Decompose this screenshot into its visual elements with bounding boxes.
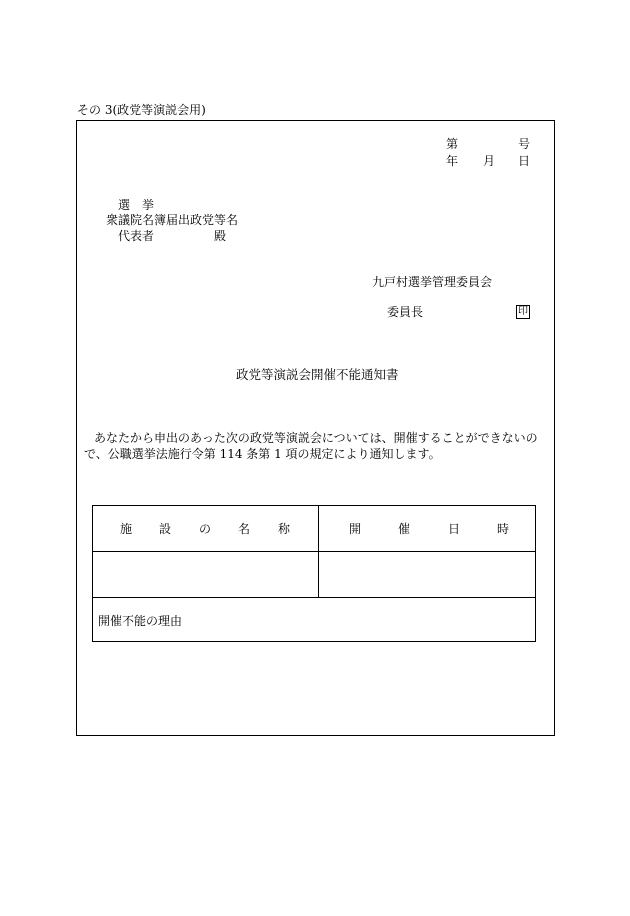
header-facility-char: 名: [238, 522, 251, 536]
date-year: 年: [446, 154, 459, 168]
header-facility-char: 称: [278, 522, 291, 536]
row-divider-1: [93, 551, 535, 552]
header-facility-char: の: [199, 522, 212, 536]
document-title: 政党等演説会開催不能通知書: [236, 367, 399, 382]
row-divider-2: [93, 597, 535, 598]
recipient-representative: 代表者: [118, 229, 155, 243]
header-datetime-char: 時: [497, 522, 510, 536]
header-datetime-char: 催: [398, 522, 411, 536]
number-dai: 第: [446, 137, 459, 151]
header-facility-char: 施: [120, 522, 133, 536]
body-line-2: で、公職選挙法施行令第 114 条第 1 項の規定により通知します。: [84, 447, 441, 461]
column-divider: [318, 506, 319, 598]
date-day: 日: [518, 154, 531, 168]
issuer-committee: 九戸村選挙管理委員会: [372, 275, 493, 289]
issuer-chair: 委員長: [387, 305, 424, 319]
number-go: 号: [518, 137, 531, 151]
date-month: 月: [483, 154, 496, 168]
header-datetime-char: 日: [448, 522, 461, 536]
form-label: その 3(政党等演説会用): [77, 103, 206, 117]
header-datetime-char: 開: [349, 522, 362, 536]
recipient-honorific: 殿: [214, 229, 227, 243]
reason-label: 開催不能の理由: [98, 614, 183, 628]
notice-table: [92, 505, 536, 642]
header-facility-char: 設: [159, 522, 172, 536]
recipient-line1: 選 挙: [118, 198, 155, 212]
body-line-1: あなたから申出のあった次の政党等演説会については、開催することができないの: [94, 431, 538, 445]
seal-mark: 印: [518, 306, 528, 317]
recipient-line2: 衆議院名簿届出政党等名: [106, 213, 239, 227]
